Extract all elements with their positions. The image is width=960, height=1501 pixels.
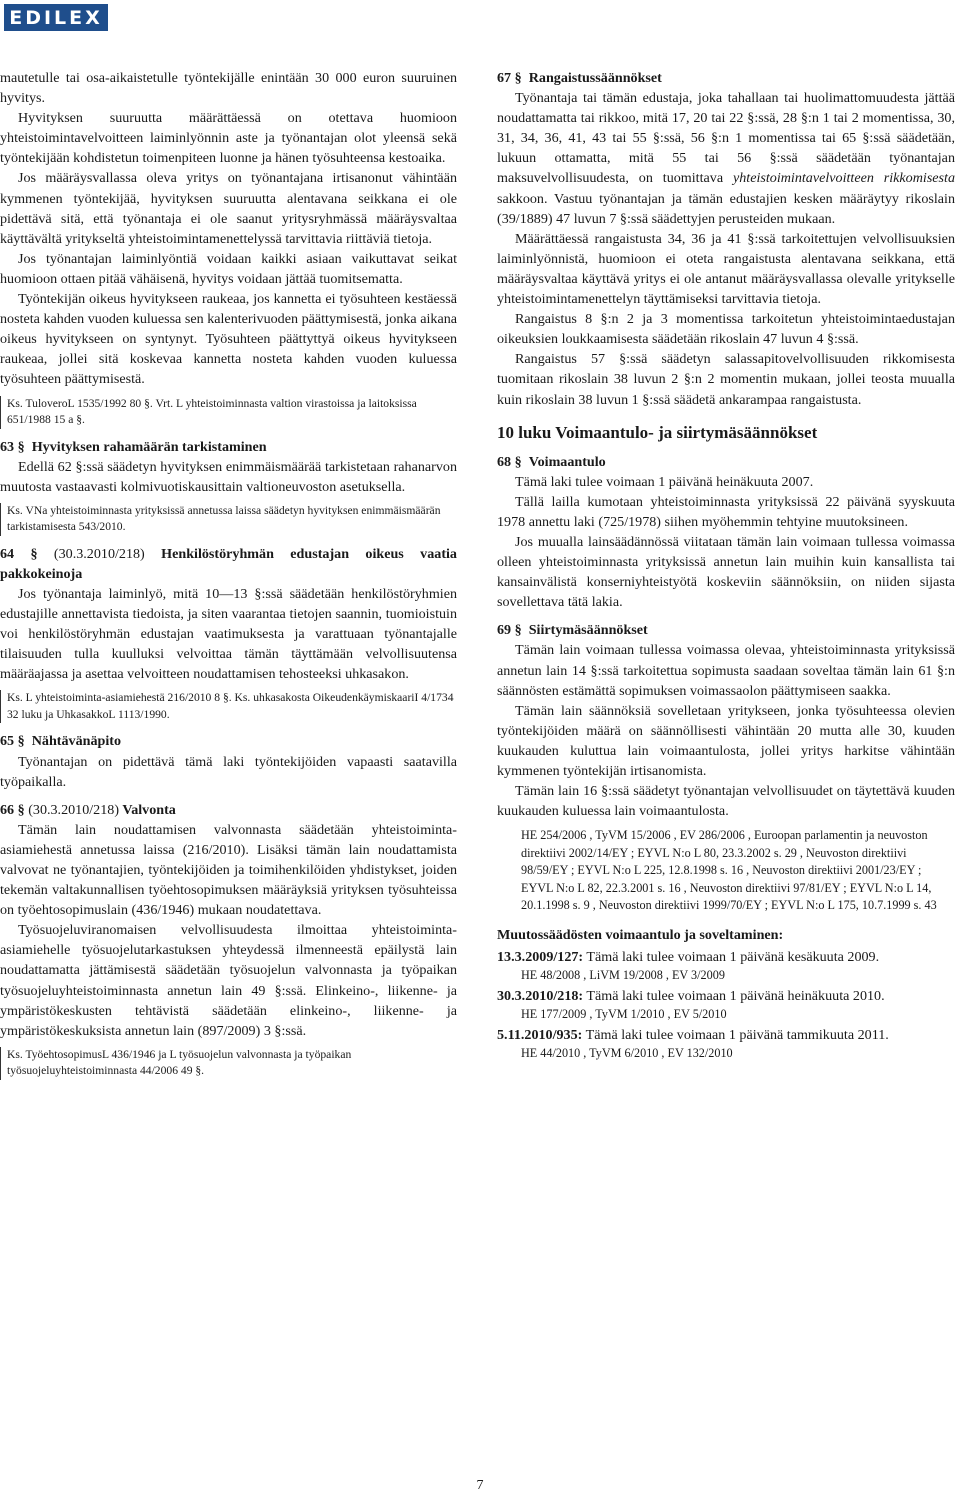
cross-reference-note: Ks. TyöehtosopimusL 436/1946 ja L työsuojelun valvonnasta ja työpaikan työsuojeluyhteistoiminnasta 44/2006 49 §. <box>0 1047 457 1080</box>
amendment-entry <box>497 1025 955 1062</box>
amendment-text: Tämä laki tulee voimaan 1 päivänä kesäkuuta 2009. <box>583 948 880 965</box>
paragraph: Tämän lain säännöksiä sovelletaan yritykseen, jonka työsuhteessa olevien työntekijöiden määrä on säännöllisesti vähintään 20 mutta alle 30, kuuden kuukauden kuluttua lain voimaantulosta, jollei yritys harkitse vähintään kymmenen työntekijän irtisanomista. <box>497 702 955 779</box>
paragraph: Työsuojeluviranomaisen velvollisuudesta ilmoittaa yhteistoiminta-asiamiehelle työsuojelutarkastuksen yhteydessä ilmenneestä epäilystä lain noudattamatta jättämisestä säädetään työsuojelun valvonnasta ja työpaikan työsuojeluyhteistoiminnasta annetun lain 49 §:ssä. Elinkeino-, liikenne- ja ympäristökeskusten tehtävistä säädetään elinkeino-, liikenne- ja ympäristökeskuksista annetun lain (897/2009) 3 §:ssä. <box>0 922 457 1039</box>
amendment-reference: (30.3.2010/218) <box>53 545 145 562</box>
section-number: 69 § <box>497 622 522 639</box>
paragraph: Jos työnantaja laiminlyö, mitä 10—13 §:ssä säädetään henkilöstöryhmien edustajille annettavista tiedoista, ja siten vaarantaa tietojen saannin, tuomioistuin voi henkilöstöryhmän edustajan vaatimuksesta ja varattuaan työnantajalle tilaisuuden tulla kuulluksi velvoittaa tämän täyttämään velvollisuutensa määräajassa ja asettaa velvoitteen noudattamisen tehosteeksi uhkasakon. <box>0 585 457 683</box>
emphasized-term: yhteistoimintavelvoitteen rikkomisesta <box>732 170 956 187</box>
paragraph: Tällä lailla kumotaan yhteistoiminnasta yrityksissä 22 päivänä syyskuuta 1978 annettu laki (725/1978) siihen myöhemmin tehtyine muutoksineen. <box>497 493 955 530</box>
section-title: Valvonta <box>122 801 176 818</box>
paragraph <box>497 88 955 229</box>
paragraph: Työnantajan on pidettävä tämä laki työntekijöiden vapaasti saatavilla työpaikalla. <box>0 753 457 790</box>
amendment-entry <box>497 986 955 1023</box>
section-title: Nähtävänäpito <box>31 733 121 750</box>
amendment-text: Tämä laki tulee voimaan 1 päivänä tammikuuta 2011. <box>582 1027 889 1044</box>
section-number: 63 § <box>0 438 25 455</box>
amendment-reference: (30.3.2010/218) <box>28 801 120 818</box>
paragraph: Rangaistus 57 §:ssä säädetyn salassapitovelvollisuuden rikkomisesta tuomitaan rikoslain 38 luvun 2 §:n 2 momentin mukaan, jollei teosta muualla kuin rikoslain 38 luvun 1 §:ssä säädetä ankarampaa rangaistusta. <box>497 351 955 408</box>
amendment-entry <box>497 947 955 984</box>
text-run: sakkoon. Vastuu työnantajan ja tämän edustajien kesken määräytyy rikoslain (39/1889) 47 luvun 7 §:ssä säädettyjen perusteiden mukaan. <box>497 190 955 227</box>
paragraph: mautetulle tai osa-aikaistetulle työntekijälle enintään 30 000 euron suuruinen hyvitys. <box>0 70 457 107</box>
paragraph: Jos muualla lainsäädännössä viitataan tämän lain voimaan tullessa voimassa olleen yhteistoiminnasta yrityksissä annetun lain muihin kuin kansallista tai kansainvälistä konserniyhteistyötä koskeviin säännöksiin, on niiden sijasta sovellettava tätä lakia. <box>497 533 955 611</box>
amendment-date: 5.11.2010/935: <box>497 1027 583 1044</box>
section-title: Voimaantulo <box>528 453 606 470</box>
section-heading-64 <box>0 544 457 584</box>
paragraph: Edellä 62 §:ssä säädetyn hyvityksen enimmäismäärää tarkistetaan rahanarvon muutosta vastaavasti kolmivuotiskausittain valtioneuvoston asetuksella. <box>0 458 457 495</box>
section-title: Hyvityksen rahamäärän tarkistaminen <box>31 438 267 455</box>
chapter-heading: 10 luku Voimaantulo- ja siirtymäsäännökset <box>497 422 818 442</box>
page-number: 7 <box>476 1478 484 1493</box>
section-number: 68 § <box>497 453 522 470</box>
amendment-text: Tämä laki tulee voimaan 1 päivänä heinäkuuta 2010. <box>583 987 885 1004</box>
cross-reference-note: Ks. L yhteistoiminta-asiamiehestä 216/2010 8 §. Ks. uhkasakosta OikeudenkäymiskaariI 4/1734 32 luku ja UhkasakkoL 1113/1990. <box>0 690 457 723</box>
left-column <box>0 68 457 1086</box>
section-heading-69 <box>497 620 955 640</box>
section-number: 66 § <box>0 801 25 818</box>
paragraph: Työntekijän oikeus hyvitykseen raukeaa, jos kannetta ei työsuhteen kestäessä nosteta kahden vuoden kuluessa sen kalenterivuoden päättymisestä, jonka aikana oikeus hyvitykseen on syntynyt. Työsuhteen päättyttyä oikeus hyvitykseen raukeaa, jollei sitä koskevaa kannetta nosteta kahden vuoden kuluessa työsuhteen päättymisestä. <box>0 291 457 388</box>
paragraph: Rangaistus 8 §:n 2 ja 3 momentissa tarkoitetun yhteistoimintaedustajan oikeuksien loukkaamisesta säädetään rikoslain 47 luvun 4 §:ssä. <box>497 311 955 348</box>
paragraph: Määrättäessä rangaistusta 34, 36 ja 41 §:ssä tarkoitettujen velvollisuuksien laiminlyönnistä, huomioon ei oteta rangaistusta alentavana seikkana, että määräysvaltaa käyttävä yritys ei ole antanut määräysvallassa olevalle yritykselle yhteistoimintamenettelyn täyttämiseksi tarvittavia tietoja. <box>497 230 955 308</box>
amendment-references: HE 48/2008 , LiVM 19/2008 , EV 3/2009 <box>521 967 725 982</box>
section-title: Henkilöstöryhmän edustajan oikeus vaatia pakkokeinoja <box>0 545 457 582</box>
section-heading-68 <box>497 452 955 472</box>
edilex-logo: EDILEX <box>4 4 108 31</box>
section-title: Rangaistussäännökset <box>528 70 662 86</box>
section-heading-65 <box>0 731 457 751</box>
section-heading-66 <box>0 800 457 820</box>
cross-reference-note: Ks. TuloveroL 1535/1992 80 §. Vrt. L yhteistoiminnasta valtion virastoissa ja laitoksissa 651/1988 15 a §. <box>0 396 457 429</box>
section-title: Siirtymäsäännökset <box>528 622 648 639</box>
amendment-references: HE 177/2009 , TyVM 1/2010 , EV 5/2010 <box>521 1007 727 1022</box>
text-run: Työnantaja tai tämän edustaja, joka tahallaan tai huolimattomuudesta jättää noudattamatta tai rikkoo, mitä 17, 20 tai 22 §:ssä, 28 §:n 1 tai 2 momentissa, 30, 31, 34, 36, 41, 43 tai 55 §:ssä, 56 §:n 1 momentissa tai 65 §:ssä säädetään, lukuun ottamatta, mitä 55 tai 56 §:ssä säädetään työnantajan maksuvelvollisuudesta, on tuomittava <box>497 90 955 187</box>
paragraph: Tämän lain noudattamisen valvonnasta säädetään yhteistoiminta-asiamiehestä annetussa laissa (216/2010). Lisäksi tämän lain noudattamista valvovat ne työnantajien, työntekijöiden ja toimihenkilöiden yhdistykset, joiden tekemän valtakunnallisen työehtosopimuksen määräyksiä yrityksen työsuhteissa on työehtosopimuslain (436/1946) mukaan noudatettava. <box>0 821 457 919</box>
section-number: 65 § <box>0 733 25 750</box>
paragraph: Jos määräysvallassa oleva yritys on työnantajana irtisanonut vähintään kymmenen työntekijää, hyvityksen suuruutta alentavana seikkana ei ole pidettävä sitä, että työnantaja ei ole saanut yritysryhmässä määräysvaltaa käyttävältä yritykseltä yhteistoimintamenettelyssä tarvittavia riittäviä tietoja. <box>0 170 457 247</box>
section-number: 64 § <box>0 545 38 562</box>
paragraph: Hyvityksen suuruutta määrättäessä on otettava huomioon yhteistoimintavelvoitteen laiminlyönnin aste ja työnantajan olot yleensä sekä työntekijään kohdistetun toimenpiteen luonne ja hänen työsuhteensa kestoaika. <box>0 110 457 167</box>
cross-reference-note: Ks. VNa yhteistoiminnasta yrityksissä annetussa laissa säädetyn hyvityksen enimmäismäärän tarkistamisesta 543/2010. <box>0 503 457 536</box>
amendment-references: HE 44/2010 , TyVM 6/2010 , EV 132/2010 <box>521 1046 733 1061</box>
amendment-date: 30.3.2010/218: <box>497 987 584 1004</box>
paragraph: Jos työnantajan laiminlyöntiä voidaan kaikki asiaan vaikuttavat seikat huomioon ottaen pitää vähäisenä, hyvitys voidaan jättää tuomitsematta. <box>0 250 457 287</box>
amendments-heading: Muutossäädösten voimaantulo ja soveltaminen: <box>497 926 784 943</box>
paragraph: Tämä laki tulee voimaan 1 päivänä heinäkuuta 2007. <box>515 473 814 490</box>
section-heading-67 <box>497 68 955 88</box>
section-number: 67 § <box>497 70 522 86</box>
paragraph: Tämän lain voimaan tullessa voimassa olevaa, yhteistoiminnasta yrityksissä annetun lain 14 §:ssä tarkoitettua sopimusta saadaan soveltaa tämän lain 61 §:n säännösten estämättä sopimuksen voimassaolon päättymiseen saakka. <box>497 642 955 699</box>
government-proposal-references: HE 254/2006 , TyVM 15/2006 , EV 286/2006 , Euroopan parlamentin ja neuvoston direktiivi 2002/14/EY ; EYVL N:o L 80, 23.3.2002 s. 29 , Neuvoston direktiivi 98/59/EY ; EYVL N:o L 225, 12.8.1998 s. 16 , Neuvoston direktiivi 2001/23/EY ; EYVL N:o L 82, 22.3.2001 s. 16 , Neuvoston direktiivi 97/81/EY ; EYVL N:o L 14, 20.1.1998 s. 9 , Neuvoston direktiivi 1999/70/EY ; EYVL N:o L 175, 10.7.1999 s. 43 <box>521 828 937 913</box>
paragraph: Tämän lain 16 §:ssä säädetyt työnantajan velvollisuudet on täytettävä kuuden kuukauden kuluessa lain voimaantulosta. <box>497 783 955 820</box>
section-heading-63 <box>0 437 457 457</box>
right-column <box>497 68 955 1062</box>
amendment-date: 13.3.2009/127: <box>497 948 584 965</box>
